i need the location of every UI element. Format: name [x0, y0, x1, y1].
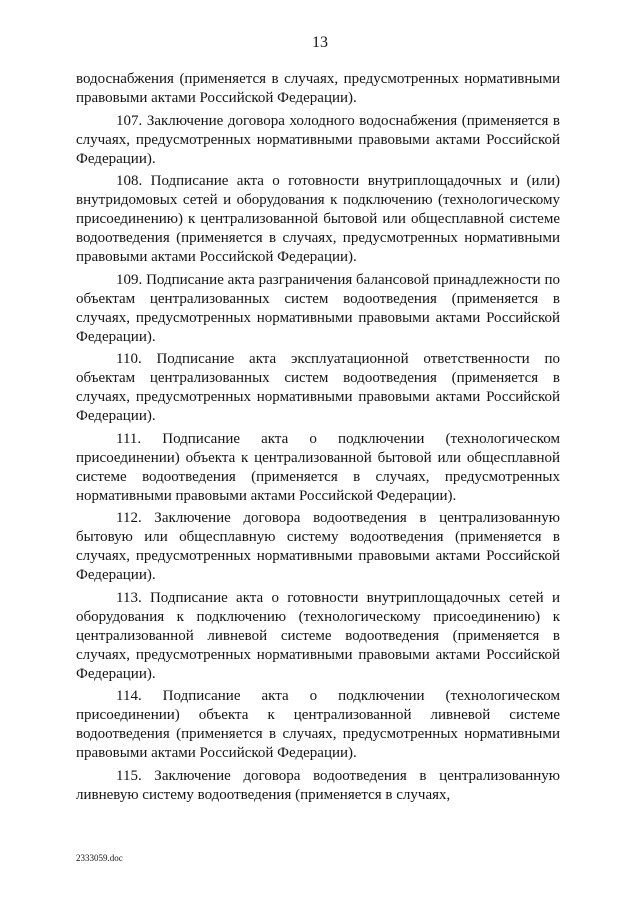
- document-body: [76, 70, 560, 808]
- footer-filename: 2333059.doc: [76, 853, 123, 863]
- paragraph-111: 111. Подписание акта о подключении (технологическом присоединении) объекта к централизованной бытовой или общесплавной системе водоотведения (применяется в случаях, предусмотренных нормативными правовыми актами Российской Федерации).: [76, 430, 560, 504]
- paragraph-113: 113. Подписание акта о готовности внутриплощадочных сетей и оборудования к подключению (технологическому присоединению) к централизованной ливневой системе водоотведения (применяется в случаях, предусмотренных нормативными правовыми актами Российской Федерации).: [76, 589, 560, 682]
- paragraph-continuation: водоснабжения (применяется в случаях, предусмотренных нормативными правовыми актами Российской Федерации).: [76, 71, 560, 106]
- paragraph-114: 114. Подписание акта о подключении (технологическом присоединении) объекта к централизованной ливневой системе водоотведения (применяется в случаях, предусмотренных нормативными правовыми актами Российской Федерации).: [76, 688, 560, 761]
- paragraph-112: 112. Заключение договора водоотведения в централизованную бытовую или общесплавную систему водоотведения (применяется в случаях, предусмотренных нормативными правовыми актами Российской Федерации).: [76, 510, 560, 583]
- paragraph-109: 109. Подписание акта разграничения балансовой принадлежности по объектам централизованных систем водоотведения (применяется в случаях, предусмотренных нормативными правовыми актами Российской Федерации).: [76, 271, 560, 345]
- paragraph-107: 107. Заключение договора холодного водоснабжения (применяется в случаях, предусмотренных нормативными правовыми актами Российской Федерации).: [76, 112, 560, 167]
- paragraph-115: 115. Заключение договора водоотведения в централизованную ливневую систему водоотведения (применяется в случаях,: [76, 767, 560, 803]
- paragraph-108: 108. Подписание акта о готовности внутриплощадочных и (или) внутридомовых сетей и оборудования к подключению (технологическому присоединению) к централизованной бытовой или общесплавной системе водоотведения (применяется в случаях, предусмотренных нормативными правовыми актами Российской Федерации).: [76, 173, 560, 265]
- page-number: 13: [312, 34, 328, 51]
- paragraph-110: 110. Подписание акта эксплуатационной ответственности по объектам централизованных систем водоотведения (применяется в случаях, предусмотренных нормативными правовыми актами Российской Федерации).: [76, 351, 560, 424]
